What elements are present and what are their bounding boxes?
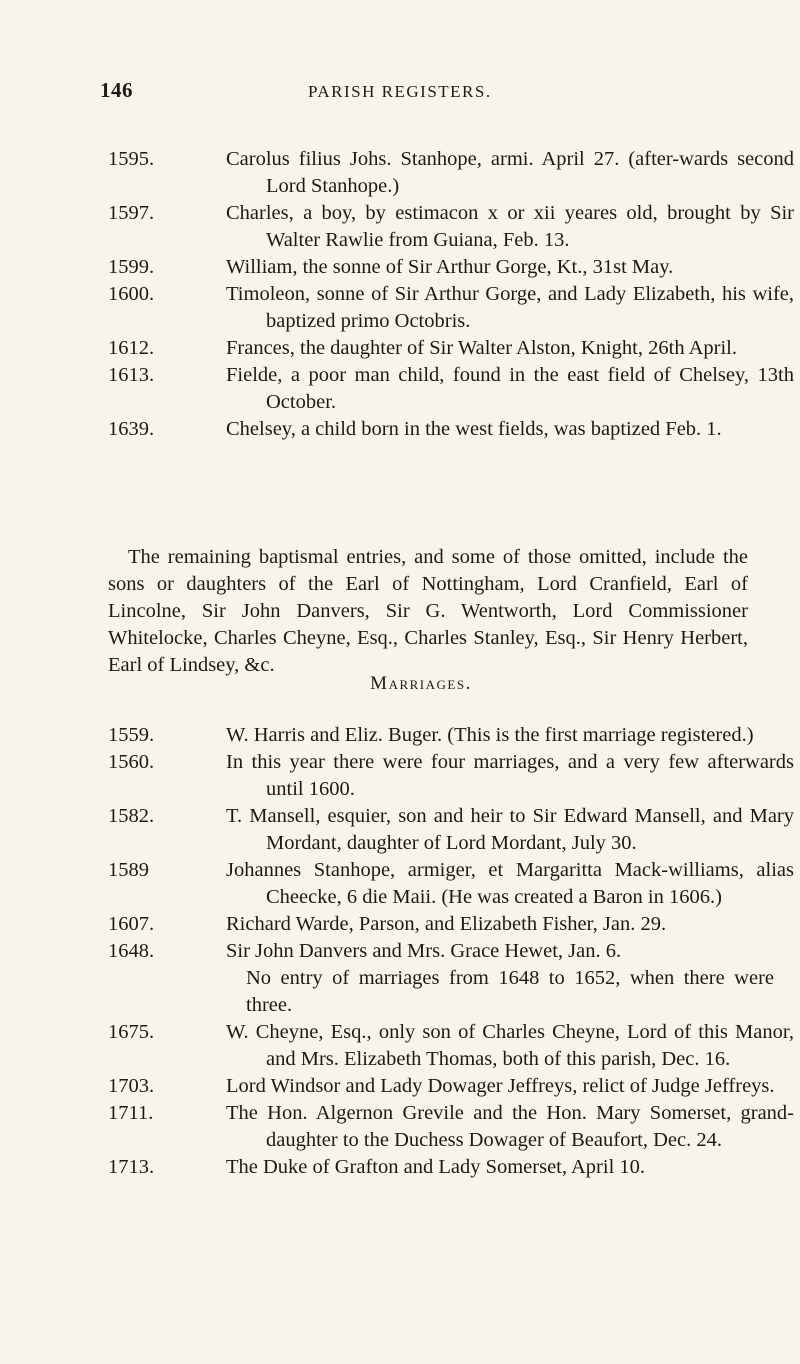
entry-text: W. Cheyne, Esq., only son of Charles Cheyne, Lord of this Manor, and Mrs. Elizabeth Thomas, both of this parish, Dec. 16. [226,1021,794,1070]
entry-text: Fielde, a poor man child, found in the east field of Chelsey, 13th October. [226,364,794,413]
marriages-heading-text: Marriages. [370,673,472,694]
entry-text: Chelsey, a child born in the west fields, was baptized Feb. 1. [226,418,722,440]
entry-text: In this year there were four marriages, and a very few afterwards until 1600. [226,751,794,800]
entry-year: 1559. [108,724,155,746]
entry-year: 1589 [108,859,149,881]
entry-text: Carolus filius Johs. Stanhope, armi. April 27. (after-wards second Lord Stanhope.) [226,148,794,197]
register-entry [0,857,800,911]
register-entry [0,200,800,254]
entry-year: 1713. [108,1156,155,1178]
entry-year: 1560. [108,751,155,773]
register-entry [0,416,800,443]
register-entry [0,146,800,200]
register-entry [0,749,800,803]
entry-text: No entry of marriages from 1648 to 1652, when there were three. [246,967,774,1016]
entry-text: The Duke of Grafton and Lady Somerset, April 10. [226,1156,646,1178]
entry-text: Johannes Stanhope, armiger, et Margaritta Mack-williams, alias Cheecke, 6 die Maii. (He was created a Baron in 1606.) [226,859,794,908]
register-entry [0,1100,800,1154]
register-entry [0,254,800,281]
register-entry [0,1019,800,1073]
register-entry [0,938,800,965]
entry-year: 1599. [108,256,155,278]
entry-year: 1703. [108,1075,155,1097]
page-header [100,78,740,118]
entry-year: 1600. [108,283,155,305]
entry-text: T. Mansell, esquier, son and heir to Sir Edward Mansell, and Mary Mordant, daughter of Lord Mordant, July 30. [226,805,794,854]
running-head: PARISH REGISTERS. [308,82,492,101]
entry-text: W. Harris and Eliz. Buger. (This is the first marriage registered.) [226,724,754,746]
register-entry [0,803,800,857]
entry-year: 1613. [108,364,155,386]
register-entry [0,911,800,938]
register-entry [0,722,800,749]
baptism-entries [0,146,800,443]
entry-year: 1582. [108,805,155,827]
register-entry [0,281,800,335]
register-entry [0,335,800,362]
entry-year: 1607. [108,913,155,935]
entry-text: Frances, the daughter of Sir Walter Alston, Knight, 26th April. [226,337,737,359]
entry-year: 1595. [108,148,155,170]
entry-year: 1639. [108,418,155,440]
entry-text: The Hon. Algernon Grevile and the Hon. Mary Somerset, grand-daughter to the Duchess Dowager of Beaufort, Dec. 24. [226,1102,794,1151]
entry-text: Timoleon, sonne of Sir Arthur Gorge, and Lady Elizabeth, his wife, baptized primo Octobris. [226,283,794,332]
entry-year: 1648. [108,940,155,962]
entry-year: 1597. [108,202,155,224]
register-note [0,965,800,1019]
entry-text: Richard Warde, Parson, and Elizabeth Fisher, Jan. 29. [226,913,667,935]
entry-year: 1711. [108,1102,154,1124]
entry-year: 1612. [108,337,155,359]
register-entry [0,1073,800,1100]
marriage-entries [0,722,800,1181]
register-entry [0,1154,800,1181]
baptism-remarks-paragraph: The remaining baptismal entries, and some of those omitted, include the sons or daughters of the Earl of Nottingham, Lord Cranfield, Earl of Lincolne, Sir John Danvers, Sir G. Wentworth, Lord Commissioner Whitelocke, Charles Cheyne, Esq., Charles Stanley, Esq., Sir Henry Herbert, Earl of Lindsey, &c. [108,545,748,676]
entry-text: William, the sonne of Sir Arthur Gorge, Kt., 31st May. [226,256,674,278]
entry-text: Lord Windsor and Lady Dowager Jeffreys, relict of Judge Jeffreys. [226,1075,775,1097]
marriages-heading [0,673,800,695]
entry-text: Sir John Danvers and Mrs. Grace Hewet, Jan. 6. [226,940,622,962]
entry-year: 1675. [108,1021,155,1043]
page-number: 146 [100,78,133,102]
register-entry [0,362,800,416]
entry-text: Charles, a boy, by estimacon x or xii yeares old, brought by Sir Walter Rawlie from Guiana, Feb. 13. [226,202,794,251]
